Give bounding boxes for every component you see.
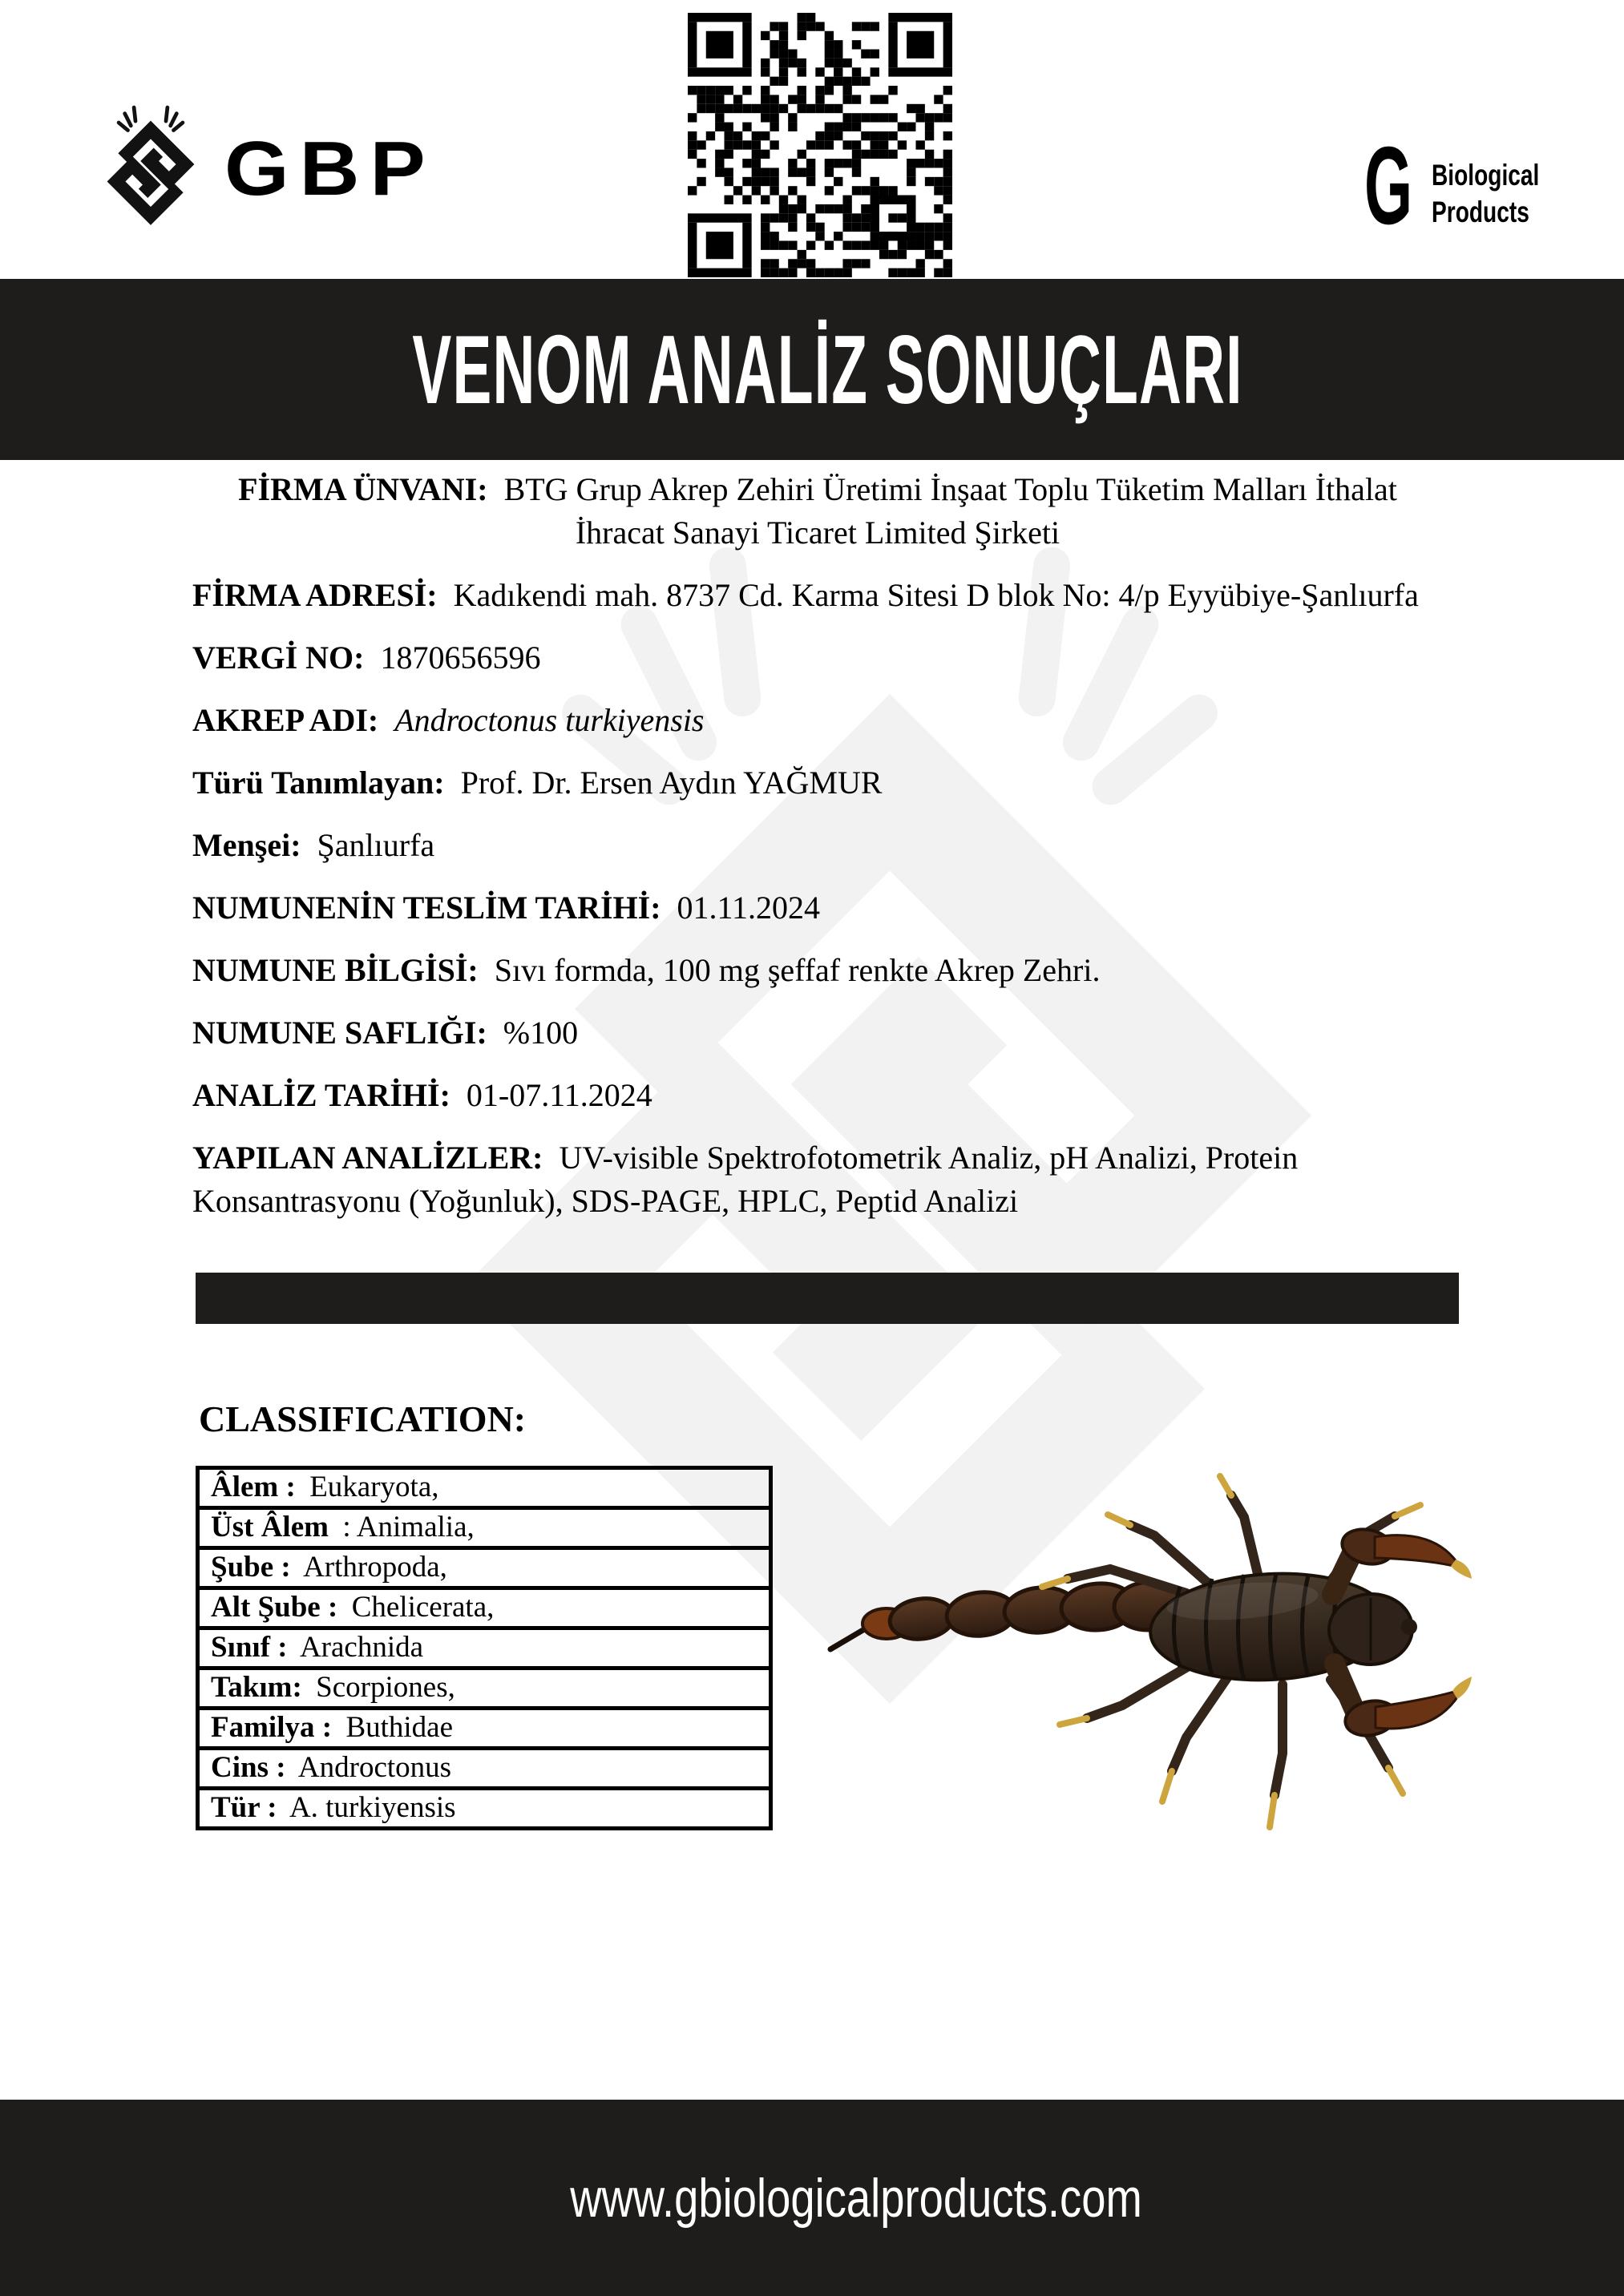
field-label: FİRMA ADRESİ: xyxy=(192,577,438,613)
field-value: Sıvı formda, 100 mg şeffaf renkte Akrep Zehri. xyxy=(494,952,1101,988)
field-numune-safligi xyxy=(192,1011,1443,1055)
section-divider-bar xyxy=(196,1273,1459,1324)
logo-line-products: Products xyxy=(1432,196,1529,228)
footer-bar xyxy=(0,2100,1624,2296)
document-fields xyxy=(192,468,1443,1242)
field-mensei xyxy=(192,824,1443,867)
field-firma-adresi xyxy=(192,574,1443,617)
field-value: Şanlıurfa xyxy=(317,827,435,863)
field-value: %100 xyxy=(503,1015,579,1051)
field-label: YAPILAN ANALİZLER: xyxy=(192,1140,543,1176)
table-row-alt-sube: Alt Şube : Chelicerata, xyxy=(198,1588,771,1628)
gbp-logo-text: GBP xyxy=(224,126,436,212)
gbp-logo xyxy=(90,95,436,244)
field-vergi-no xyxy=(192,636,1443,680)
field-label: AKREP ADI: xyxy=(192,702,379,738)
field-value: Kadıkendi mah. 8737 Cd. Karma Sitesi D blok No: 4/p Eyyübiye-Şanlıurfa xyxy=(453,577,1419,613)
field-numune-bilgisi xyxy=(192,949,1443,992)
field-yapilan-analizler xyxy=(192,1136,1443,1223)
field-label: NUMUNE BİLGİSİ: xyxy=(192,952,479,988)
field-firma-unvani xyxy=(192,468,1443,555)
website-url: www.gbiologicalproducts.com xyxy=(570,2167,1142,2229)
field-value: 01.11.2024 xyxy=(677,890,821,926)
field-label: NUMUNENİN TESLİM TARİHİ: xyxy=(192,890,661,926)
gbp-logo-icon xyxy=(90,95,212,244)
field-turu-tanimlayan xyxy=(192,761,1443,805)
page-title: VENOM ANALİZ SONUÇLARI xyxy=(412,315,1244,424)
classification-table xyxy=(196,1466,773,1830)
g-letter-logo: G xyxy=(1364,124,1413,248)
table-row-ust-alem: Üst Âlem : Animalia, xyxy=(198,1508,771,1548)
table-row-takim: Takım: Scorpiones, xyxy=(198,1669,771,1709)
field-numune-teslim-tarihi xyxy=(192,886,1443,930)
qr-code-icon xyxy=(688,13,952,277)
classification-heading: CLASSIFICATION: xyxy=(199,1398,527,1439)
field-label: Menşei: xyxy=(192,827,301,863)
scorpion-photo xyxy=(810,1449,1624,1894)
g-biological-logo-text xyxy=(1432,157,1574,231)
field-label: VERGİ NO: xyxy=(192,640,365,676)
table-row-familya: Familya : Buthidae xyxy=(198,1709,771,1749)
field-label: FİRMA ÜNVANI: xyxy=(238,471,488,507)
field-value: 1870656596 xyxy=(380,640,541,676)
field-value: Prof. Dr. Ersen Aydın YAĞMUR xyxy=(460,765,883,801)
table-row-sube: Şube : Arthropoda, xyxy=(198,1548,771,1588)
table-row-tur: Tür : A. turkiyensis xyxy=(198,1789,771,1829)
field-akrep-adi xyxy=(192,699,1443,742)
field-label: ANALİZ TARİHİ: xyxy=(192,1077,450,1113)
logo-line-biological: Biological xyxy=(1432,159,1540,192)
field-label: Türü Tanımlayan: xyxy=(192,765,445,801)
field-value: UV-visible Spektrofotometrik Analiz, pH Analizi, Protein Konsantrasyonu (Yoğunluk), SDS-PAGE, HPLC, Peptid Analizi xyxy=(192,1140,1299,1219)
table-row-sinif: Sınıf : Arachnida xyxy=(198,1628,771,1669)
field-analiz-tarihi xyxy=(192,1074,1443,1117)
field-label: NUMUNE SAFLIĞI: xyxy=(192,1015,487,1051)
field-value: Androctonus turkiyensis xyxy=(394,702,705,738)
field-value: 01-07.11.2024 xyxy=(466,1077,652,1113)
table-row-cins: Cins : Androctonus xyxy=(198,1749,771,1789)
field-value: BTG Grup Akrep Zehiri Üretimi İnşaat Toplu Tüketim Malları İthalat İhracat Sanayi Ticaret Limited Şirketi xyxy=(503,471,1397,551)
title-banner xyxy=(0,279,1624,460)
table-row-alem: Âlem : Eukaryota, xyxy=(198,1468,771,1508)
